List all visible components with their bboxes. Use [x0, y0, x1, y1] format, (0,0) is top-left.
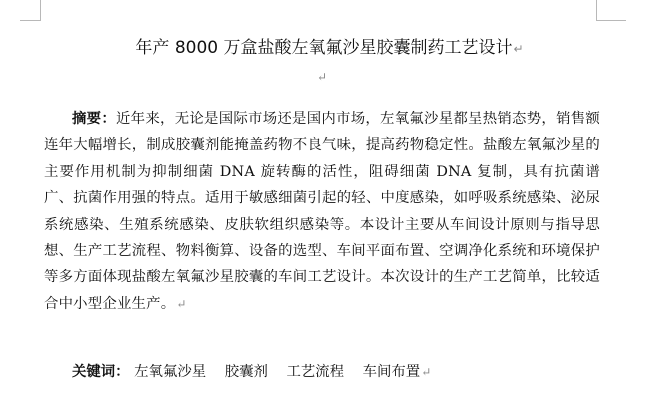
- empty-paragraph: [316, 66, 327, 85]
- title-text: 年产 8000 万盒盐酸左氧氟沙星胶囊制药工艺设计: [135, 38, 513, 58]
- abstract-text: 近年来，无论是国际市场还是国内市场，左氧氟沙星都呈热销态势，销售额连年大幅增长，制成胶囊剂能掩盖药物不良气味，提高药物稳定性。盐酸左氧氟沙星的主要作用机制为抑制细菌 DNA 旋转酶的活性，阻碍细菌 DNA 复制，具有抗菌谱广、抗菌作用强的特点。适用于敏感细菌引起的轻、中度感染，如呼吸系统感染、泌尿系统感染、生殖系统感染、皮肤软组织感染等。本设计主要从车间设计原则与指导思想、生产工艺流程、物料衡算、设备的选型、车间平面布置、空调净化系统和环境保护等多方面体现盐酸左氧氟沙星胶囊的车间工艺设计。本次设计的生产工艺简单，比较适合中小型企业生产。: [44, 111, 600, 312]
- paragraph-mark-icon: ↵: [513, 42, 524, 56]
- abstract-body: [44, 106, 600, 317]
- keywords-line: [72, 360, 431, 381]
- crop-mark-top-right-horizontal: [596, 20, 626, 21]
- keyword-item: 工艺流程: [286, 364, 345, 380]
- keyword-item: 胶囊剂: [224, 364, 268, 380]
- keyword-item: 左氧氟沙星: [134, 364, 207, 380]
- abstract-paragraph: [44, 106, 600, 317]
- paragraph-mark-icon: ↵: [176, 296, 187, 311]
- crop-mark-top-left-horizontal: [20, 20, 41, 21]
- keywords-label: 关键词：: [72, 364, 130, 380]
- crop-mark-top-left-vertical: [40, 0, 41, 20]
- keyword-item: 车间布置: [362, 364, 421, 380]
- document-title: [0, 33, 659, 58]
- abstract-label: 摘要：: [72, 111, 117, 127]
- crop-mark-top-right-vertical: [596, 0, 597, 20]
- paragraph-mark-icon: ↵: [421, 365, 432, 379]
- paragraph-mark-icon: ↵: [317, 70, 328, 84]
